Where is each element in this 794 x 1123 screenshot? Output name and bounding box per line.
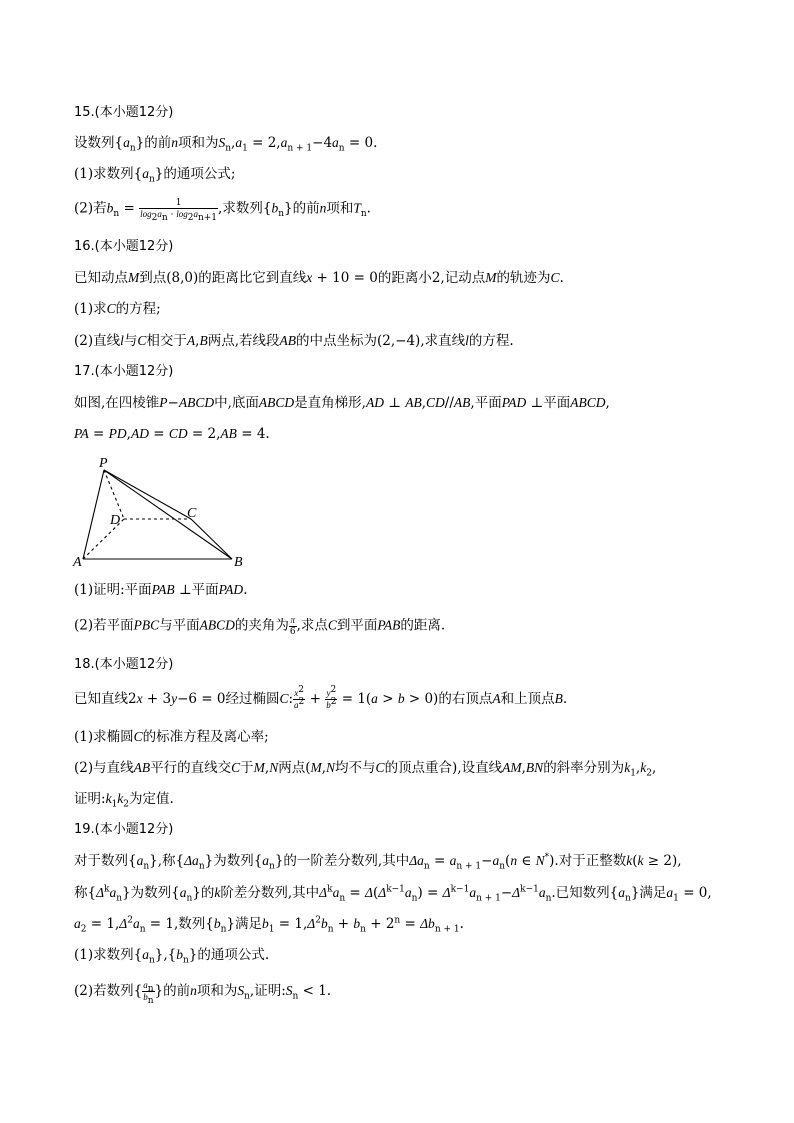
problem-19-stem-line-3: $a_2 = 1,\Delta^2a_n = 1$,数列$\{b_n\}$满足$b_1 = 1,\Delta^2b_n + b_n + 2^n = \Delta b_{n + 1}$.: [74, 915, 464, 935]
problem-18-part-2-line-2: 证明$:k_1k_2$为定值.: [74, 791, 174, 810]
problem-15-stem: 设数列$\{a_n\}$的前n项和为$S_n,a_1 = 2,a_{n + 1}-4a_n = 0$.: [74, 135, 378, 154]
problem-17-header: 17.(本小题12分): [74, 364, 174, 379]
pyramid-figure: [70, 455, 270, 570]
label-A: A: [73, 555, 82, 570]
problem-19-stem-line-1: 对于数列$\{a_n\}$,称$\{\Delta a_n\}$为数列$\{a_n\}$的一阶差分数列,其中$\Delta a_n = a_{n + 1}-a_n(n$ ∈ N*).对于正整数k(k ≥ 2),: [74, 852, 682, 872]
problem-19-part-2: (2)若数列{ $\frac{a_n}{b_n}$ }的前n项和为$S_n$,证明$:S_n < 1$.: [74, 980, 332, 1006]
edge-PB: [104, 470, 232, 559]
problem-15-part-2: (2)若$b_n$ = $\frac{1}{\log_2a_n \cdot \log_2a_{n+1}}$ ,求数列$\{b_n\}$的前n项和$T_n$.: [74, 198, 371, 223]
label-D: D: [110, 513, 121, 528]
label-C: C: [187, 506, 197, 521]
problem-19-header: 19.(本小题12分): [74, 822, 174, 837]
problem-17-stem-line-1: 如图,在四棱锥P−ABCD中,底面ABCD是直角梯形,AD ⊥ AB,CD//AB,平面PAD ⊥平面ABCD,: [74, 395, 610, 411]
label-P: P: [99, 456, 108, 471]
problem-16-stem: 已知动点M到点(8,0)的距离比它到直线x + 10 = 0的距离小2,记动点M的轨迹为C.: [74, 270, 564, 286]
edge-PA: [83, 470, 104, 559]
label-B: B: [234, 555, 243, 570]
problem-15-part-1: (1)求数列$\{a_n\}$的通项公式;: [74, 166, 236, 185]
problem-16-header: 16.(本小题12分): [74, 239, 174, 254]
problem-15-header: 15.(本小题12分): [74, 105, 174, 120]
problem-19-part-1: (1)求数列$\{a_n\},\{b_n\}$的通项公式.: [74, 947, 270, 966]
problem-18-header: 18.(本小题12分): [74, 657, 174, 672]
problem-17-part-1: (1)证明:平面PAB ⊥平面PAD.: [74, 582, 248, 598]
problem-18-stem: 已知直线2x + 3y−6 = 0经过椭圆C: $\frac{x^2}{a^2}$ + $\frac{y^2}{b^2}$ = 1(a > b > 0)的右顶点A和上顶点B.: [74, 685, 568, 710]
problem-19-stem-line-2: 称$\{\Delta^ka_n\}$为数列$\{a_n\}$的k阶差分数列,其中$\Delta^ka_n = \Delta(\Delta^{k-1}a_n) = \Delta^{k-1}a_{n + 1}-\Delta^{k-1}a_n$.已知数列$\{a_n\}$满足$a_1 = 0$,: [74, 884, 712, 904]
problem-18-part-2-line-1: (2)与直线AB平行的直线交C于M,N两点(M,N均不与C的顶点重合),设直线AM,BN的斜率分别为$k_1,k_2$,: [74, 760, 657, 779]
edge-PC: [104, 470, 191, 519]
problem-17-stem-line-2: PA = PD,AD = CD = 2,AB = 4.: [74, 426, 270, 442]
problem-18-part-1: (1)求椭圆C的标准方程及离心率;: [74, 729, 269, 745]
edge-CB: [191, 519, 232, 559]
problem-16-part-2: (2)直线l与C相交于A,B两点,若线段AB的中点坐标为(2,−4),求直线l的方程.: [74, 333, 514, 349]
problem-17-part-2: (2)若平面PBC与平面ABCD的夹角为 $\frac{\pi}{6}$ ,求点C到平面PAB的距离.: [74, 615, 446, 637]
problem-16-part-1: (1)求C的方程;: [74, 301, 161, 317]
